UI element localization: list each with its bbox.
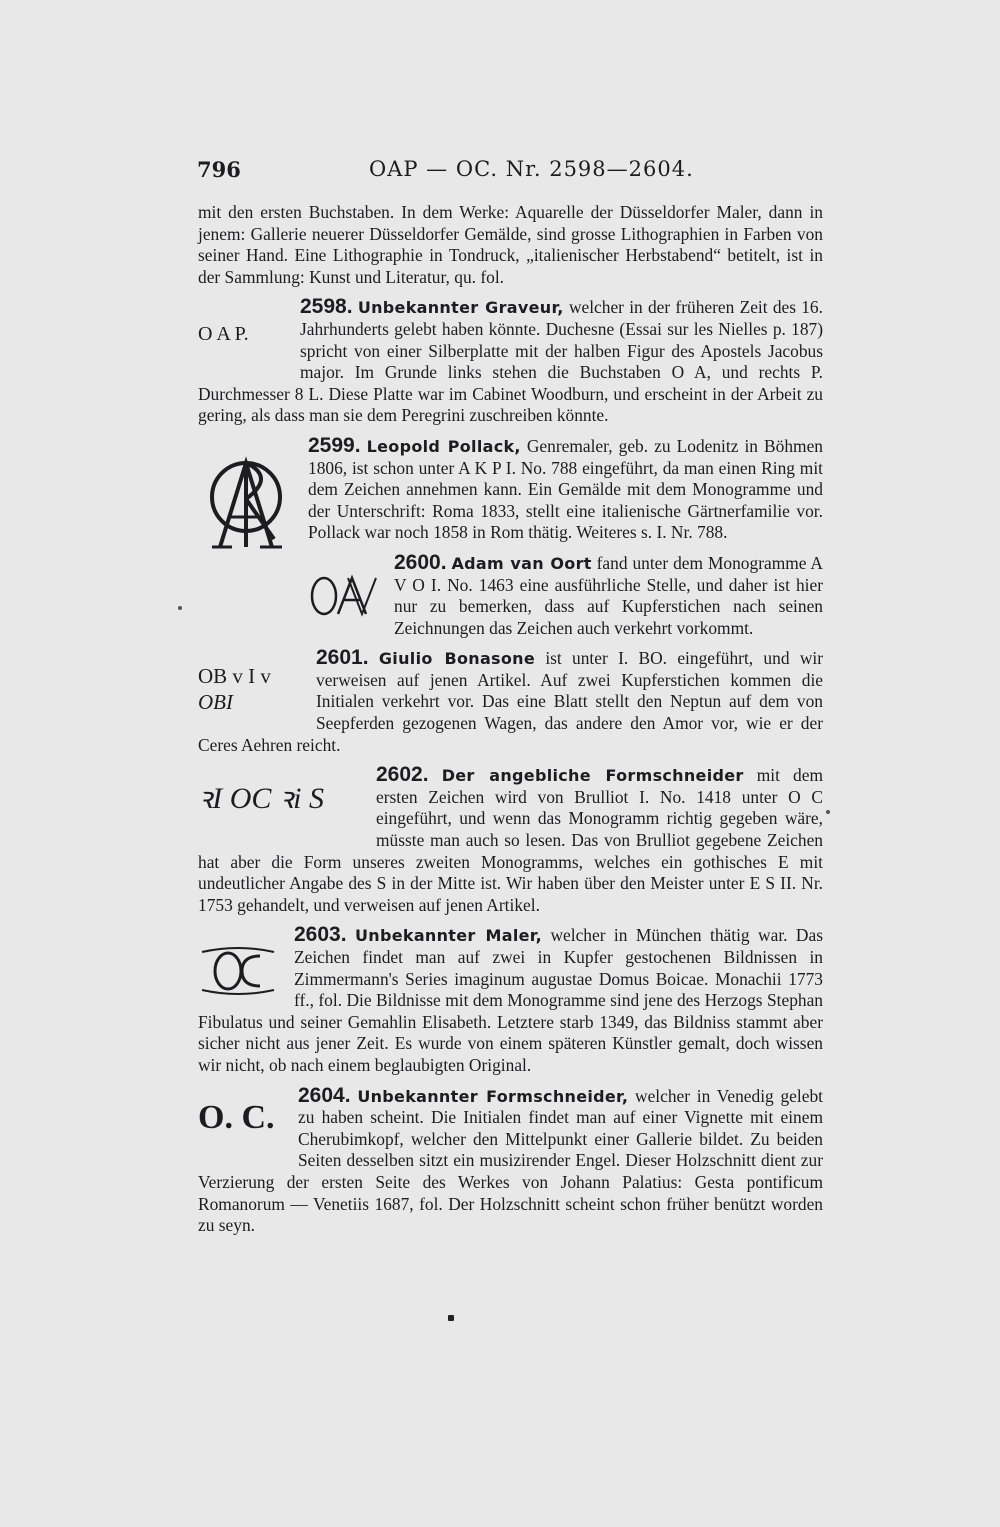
- oav-monogram-icon: [308, 574, 380, 618]
- page-number: 796: [197, 157, 241, 182]
- page-body: [198, 202, 823, 1237]
- monogram-text: ꝛI OC ꝛi S: [198, 782, 324, 816]
- monogram-2600: [308, 554, 384, 624]
- entry-number: 2600.: [394, 550, 447, 574]
- entry-2600: [198, 552, 823, 639]
- monogram-line-2: OBI: [198, 690, 233, 715]
- footer-mark: [448, 1315, 454, 1321]
- margin-mark: [178, 606, 182, 610]
- entry-text: fand unter dem Monogramme A V O I. No. 1463 eine ausführliche Stelle, und daher ist hier nur zu bemerken, dass auf Kupferstichen nach seinen Zeichnungen das Zeichen auch verkehrt vorkommt.: [394, 552, 823, 638]
- entry-text: welcher in Venedig gelebt zu haben scheint. Die Initialen findet man auf einer Vignette mit einem Cherubimkopf, welcher den Mittelpunkt einer Gallerie bildet. Zu beiden Seiten desselben sitzt ein musizirender Engel. Dieser Holzschnitt dient zur Verzierung der ersten Seite des Werkes von Johann Palatius: Gesta pontificum Romanorum — Venetiis 1687, fol. Der Holzschnitt scheint schon früher benützt worden zu seyn.: [198, 1085, 823, 1236]
- entry-heading: Unbekannter Graveur,: [357, 298, 564, 318]
- entry-heading: Leopold Pollack,: [366, 436, 521, 456]
- entry-heading: Der angebliche Formschneider: [441, 766, 744, 786]
- entry-heading: Giulio Bonasone: [378, 649, 535, 669]
- entry-heading: Unbekannter Formschneider,: [357, 1086, 629, 1106]
- intro-paragraph: mit den ersten Buchstaben. In dem Werke: Aquarelle der Düsseldorfer Maler, dann in jenem: Gallerie neuerer Düsseldorfer Gemälde, sind grosse Lithographien in Farben von seiner Hand. Eine Lithographie in Tondruck, „italienischer Herbstabend“ betitelt, ist in der Sammlung: Kunst und Literatur, qu. fol.: [198, 202, 823, 287]
- entry-2601: [198, 647, 823, 756]
- entry-number: 2598.: [300, 295, 353, 319]
- entry-number: 2602.: [376, 763, 429, 787]
- entry-heading: Unbekannter Maler,: [355, 926, 543, 946]
- entry-text: mit dem ersten Zeichen wird von Brulliot I. No. 1418 unter O C eingeführt, und wenn das Monogramm richtig gegeben wäre, müsste man auch so lesen. Das von Brulliot gegebene Zeichen hat aber die Form unseres zweiten Monogramms, welches ein gothisches E mit undeutlicher Angabe des S in der Mitte ist. Wir haben über den Meister unter E S II. Nr. 1753 gehandelt, und verweisen auf jenen Artikel.: [198, 765, 823, 915]
- monogram-2603: [198, 926, 284, 1002]
- entry-2598: [198, 296, 823, 427]
- entry-text: welcher in der früheren Zeit des 16. Jahrhunderts gelebt haben könnte. Duchesne (Essai sur les Nielles p. 187) spricht von einer Silberplatte mit der halben Figur des Apostels Jacobus major. Im Grunde links stehen die Buchstaben O A, und rechts P. Durchmesser 8 L. Diese Platte war im Cabinet Woodburn, und erscheint in der Arbeit zu gering, als dass man sie dem Peregrini zuschreiben könnte.: [198, 297, 823, 426]
- entry-2602: [198, 764, 823, 916]
- entry-2599: [198, 435, 823, 544]
- entry-text: Genremaler, geb. zu Lodenitz in Böhmen 1806, ist schon unter A K P I. No. 788 eingeführt, da man einen Ring mit dem Zeichen annehmen kann. Ein Gemälde mit dem Monogramme und der Unterschrift: Roma 1833, stellt eine italienische Gärtnerfamilie vor. Pollack war noch 1858 in Rom thätig. Weiteres s. I. Nr. 788.: [308, 435, 823, 543]
- entry-2603: [198, 924, 823, 1076]
- monogram-2598: [198, 298, 290, 380]
- entry-text: welcher in München thätig war. Das Zeichen findet man auf zwei in Kupfer gestochenen Bildnissen in Zimmermann's Series imaginum augustae Domus Boicae. Monachii 1773 ff., fol. Die Bildnisse mit dem Monogramme sind jene des Herzogs Stephan Fibulatus und seiner Gemahlin Elisabeth. Letztere starb 1349, das Bildniss stammt aber sicher nicht aus jener Zeit. Es wurde von einem späteren Künstler gemalt, doch wissen wir nicht, ob nach einem beglaubigten Original.: [198, 925, 823, 1075]
- running-title: OAP — OC. Nr. 2598—2604.: [369, 157, 694, 181]
- entry-number: 2604.: [298, 1083, 351, 1107]
- monogram-2601: [198, 649, 306, 733]
- monogram-text: O A P.: [198, 323, 249, 346]
- monogram-line-1: OB v I v: [198, 664, 271, 689]
- entry-heading: Adam van Oort: [451, 553, 592, 573]
- entry-number: 2603.: [294, 923, 347, 947]
- monogram-text: O. C.: [198, 1098, 275, 1136]
- running-head: [197, 157, 827, 185]
- monogram-2599: [198, 437, 298, 567]
- margin-mark: [826, 810, 830, 814]
- ring-monogram-icon: [198, 455, 294, 551]
- monogram-2602: [198, 766, 366, 844]
- entry-text: ist unter I. BO. eingeführt, und wir verweisen auf jenen Artikel. Auf zwei Kupferstichen kommen die Initialen verkehrt vor. Das eine Blatt stellt den Neptun auf dem von Seepferden gezogenen Wagen, das andere den Amor vor, wie er der Ceres Aehren reicht.: [198, 648, 823, 755]
- oc-monogram-icon: [198, 946, 278, 996]
- monogram-2604: [198, 1087, 288, 1157]
- entry-2604: [198, 1085, 823, 1237]
- entry-number: 2599.: [308, 433, 361, 457]
- entry-number: 2601.: [316, 646, 369, 670]
